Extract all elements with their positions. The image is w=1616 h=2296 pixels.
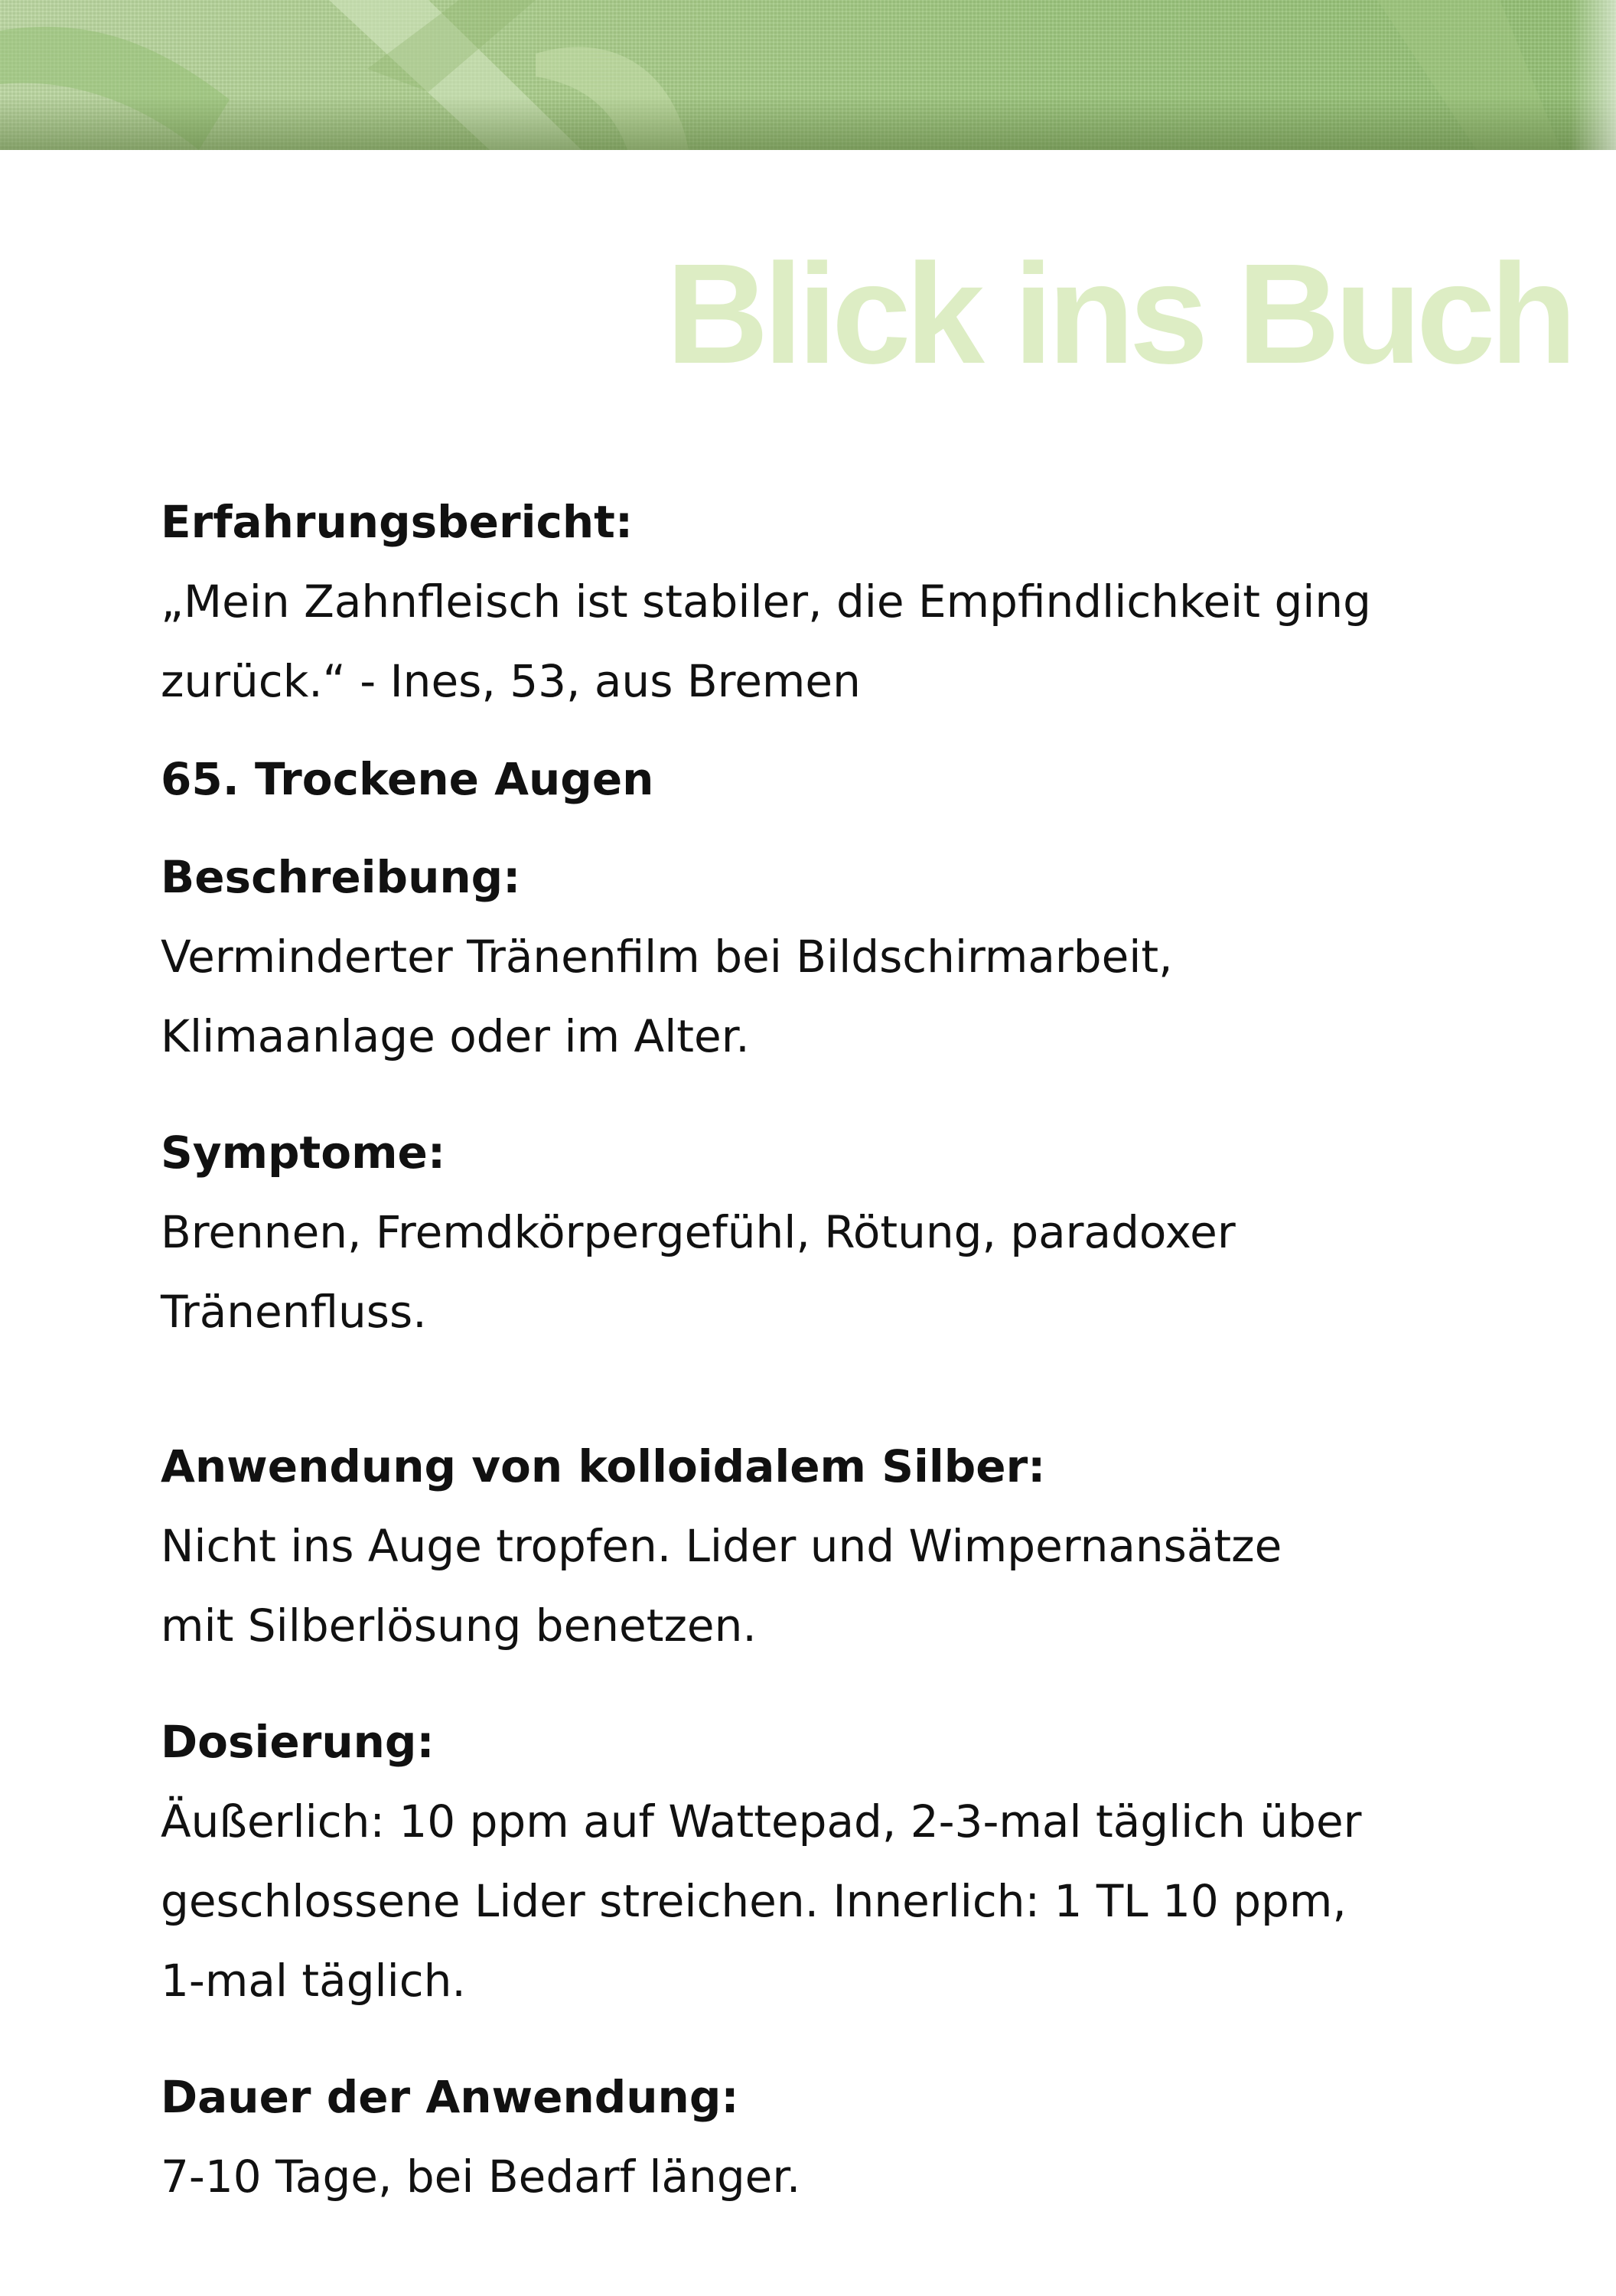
section-title-dry-eyes [161, 739, 1507, 819]
banner-edge [1570, 0, 1616, 150]
section-text-line: zurück.“ - Ines, 53, aus Bremen [161, 655, 861, 707]
section-text-line: „Mein Zahnfleisch ist stabiler, die Empfindlichkeit ging [161, 576, 1371, 628]
section-dosage [161, 1702, 1507, 2020]
page-headline: Blick ins Buch [666, 235, 1572, 393]
section-label: Dauer der Anwendung: [161, 2071, 739, 2123]
section-application [161, 1427, 1507, 1665]
section-text-line: geschlossene Lider streichen. Innerlich: 1 TL 10 ppm, [161, 1875, 1347, 1927]
section-label: Symptome: [161, 1127, 446, 1179]
section-text-line: 1-mal täglich. [161, 1955, 466, 2007]
section-label: Erfahrungsbericht: [161, 496, 634, 548]
section-description [161, 837, 1507, 1076]
book-excerpt [161, 482, 1507, 2216]
banner-shade [0, 96, 1616, 150]
section-text-line: 7-10 Tage, bei Bedarf länger. [161, 2151, 801, 2203]
section-text-line: Verminderter Tränenfilm bei Bildschirmarbeit, [161, 931, 1173, 983]
section-label: Dosierung: [161, 1716, 435, 1768]
section-label: Anwendung von kolloidalem Silber: [161, 1440, 1046, 1492]
section-text-line: Nicht ins Auge tropfen. Lider und Wimpernansätze [161, 1520, 1282, 1572]
section-text-line: Äußerlich: 10 ppm auf Wattepad, 2-3-mal täglich über [161, 1795, 1362, 1848]
section-label: Beschreibung: [161, 851, 521, 903]
section-symptoms [161, 1113, 1507, 1352]
chapter-heading: 65. Trockene Augen [161, 753, 654, 805]
section-text-line: Tränenfluss. [161, 1286, 427, 1338]
header-banner [0, 0, 1616, 150]
section-experience-report [161, 482, 1507, 721]
section-text-line: Klimaanlage oder im Alter. [161, 1010, 750, 1062]
section-text-line: Brennen, Fremdkörpergefühl, Rötung, paradoxer [161, 1206, 1236, 1258]
section-text-line: mit Silberlösung benetzen. [161, 1600, 757, 1652]
section-duration [161, 2057, 1507, 2216]
